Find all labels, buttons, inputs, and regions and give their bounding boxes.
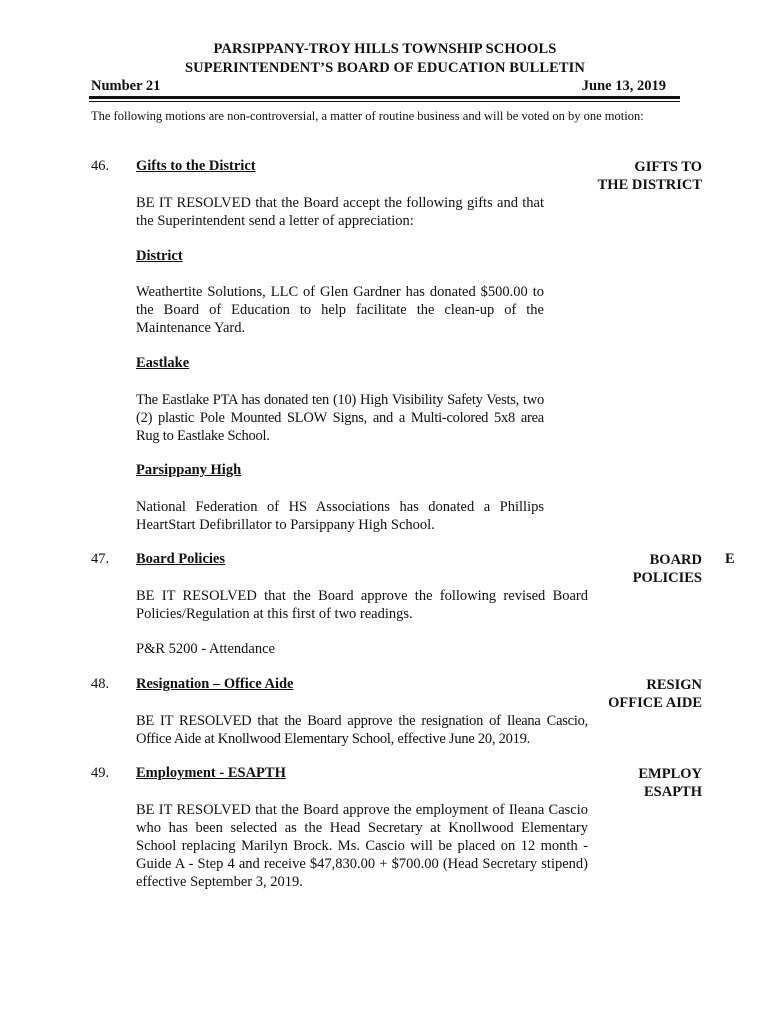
section-text: National Federation of HS Associations has donated a Phillips HeartStart Defibrillator to Parsippany High School. [136,499,544,533]
item-side-label [562,551,702,587]
side-label-line: ESAPTH [643,784,702,800]
policy-reference: P&R 5200 - Attendance [136,641,275,657]
item-paragraph: BE IT RESOLVED that the Board approve the resignation of Ileana Cascio, Office Aide at Knollwood Elementary School, effective June 20, 2019. [136,713,588,747]
section-heading: Eastlake [136,355,190,371]
side-label-line: BOARD [649,552,702,568]
item-side-label [562,676,702,712]
district-name: PARSIPPANY-TROY HILLS TOWNSHIP SCHOOLS [213,41,557,57]
side-label-line: RESIGN [646,677,702,693]
item-paragraph: BE IT RESOLVED that the Board accept the following gifts and that the Superintendent send a letter of appreciation: [136,195,544,229]
item-number: 48. [91,676,110,692]
item-number: 49. [91,765,110,781]
item-side-label [562,765,702,801]
header-rule-thin [89,101,680,102]
side-label-line: OFFICE AIDE [608,695,702,711]
section-text: The Eastlake PTA has donated ten (10) High Visibility Safety Vests, two (2) plastic Pole Mounted SLOW Signs, and a Multi-colored 5x8 area Rug to Eastlake School. [136,392,544,444]
item-title: Employment - ESAPTH [136,765,286,781]
side-label-line: THE DISTRICT [597,177,702,193]
item-side-label [562,158,702,194]
section-heading: Parsippany High [136,462,242,478]
item-number: 46. [91,158,110,174]
intro-text: The following motions are non-controversial, a matter of routine business and will be voted on by one motion: [91,109,644,123]
item-title: Resignation – Office Aide [136,676,294,692]
side-label-line: POLICIES [632,570,702,586]
bulletin-title: SUPERINTENDENT’S BOARD OF EDUCATION BULLETIN [185,60,585,76]
item-title: Gifts to the District [136,158,256,174]
side-label-line: GIFTS TO [634,159,702,175]
item-number: 47. [91,551,110,567]
bulletin-number: Number 21 [91,78,161,94]
side-label-line: EMPLOY [638,766,702,782]
section-text: Weathertite Solutions, LLC of Glen Gardner has donated $500.00 to the Board of Education to help facilitate the clean-up of the Maintenance Yard. [136,284,544,336]
item-paragraph: BE IT RESOLVED that the Board approve the employment of Ileana Cascio who has been selected as the Head Secretary at Knollwood Elementary School replacing Marilyn Brock. Ms. Cascio will be placed on 12 month - Guide A - Step 4 and receive $47,830.00 + $700.00 (Head Secretary stipend) effective September 3, 2019. [136,802,588,890]
section-heading: District [136,248,183,264]
stray-margin-letter: E [725,551,735,567]
item-title: Board Policies [136,551,226,567]
header-rule-thick [89,96,680,99]
bulletin-date: June 13, 2019 [581,78,666,94]
item-paragraph: BE IT RESOLVED that the Board approve the following revised Board Policies/Regulation at this first of two readings. [136,588,588,622]
